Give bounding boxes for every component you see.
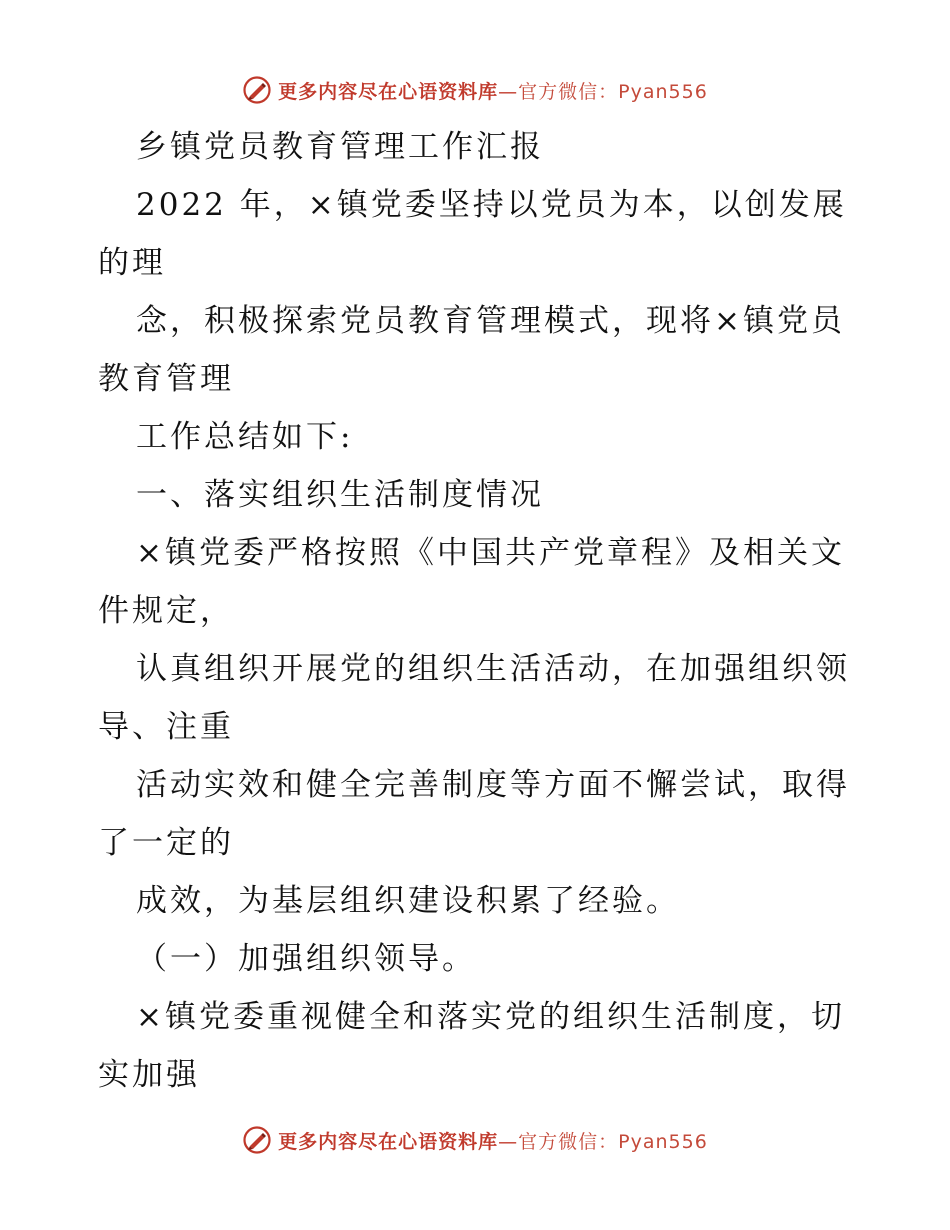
doc-line: 实加强 — [98, 1057, 200, 1093]
doc-line: 教育管理 — [98, 361, 234, 397]
watermark-dash: — — [498, 80, 519, 103]
doc-line: 念，积极探索党员教育管理模式，现将×镇党员 — [136, 303, 845, 339]
doc-line: 乡镇党员教育管理工作汇报 — [136, 129, 544, 165]
doc-line: 一、落实组织生活制度情况 — [136, 477, 544, 513]
watermark-sub-text: 官方微信：Pyan556 — [518, 1130, 708, 1153]
doc-line: ×镇党委严格按照《中国共产党章程》及相关文 — [136, 535, 845, 571]
document-body — [98, 118, 858, 1104]
doc-line: 认真组织开展党的组织生活活动，在加强组织领 — [136, 651, 850, 687]
watermark-main-text: 更多内容尽在心语资料库 — [278, 1130, 499, 1153]
doc-line: 了一定的 — [98, 825, 234, 861]
doc-line: 成效，为基层组织建设积累了经验。 — [136, 883, 680, 919]
pen-logo-icon — [242, 75, 272, 105]
pen-logo-icon — [242, 1125, 272, 1155]
doc-line: （一）加强组织领导。 — [136, 941, 476, 977]
doc-line: 2022 年，×镇党委坚持以党员为本，以创发展 — [136, 187, 847, 223]
doc-line: 的理 — [98, 245, 166, 281]
doc-line: 工作总结如下: — [136, 419, 354, 455]
doc-line: 件规定， — [98, 593, 234, 629]
footer-watermark — [0, 1120, 950, 1160]
watermark-sub-text: 官方微信：Pyan556 — [518, 80, 708, 103]
doc-line: 导、注重 — [98, 709, 234, 745]
doc-line: 活动实效和健全完善制度等方面不懈尝试，取得 — [136, 767, 850, 803]
doc-line: ×镇党委重视健全和落实党的组织生活制度，切 — [136, 999, 845, 1035]
watermark-dash: — — [498, 1130, 519, 1153]
watermark-main-text: 更多内容尽在心语资料库 — [278, 80, 499, 103]
header-watermark — [0, 70, 950, 110]
